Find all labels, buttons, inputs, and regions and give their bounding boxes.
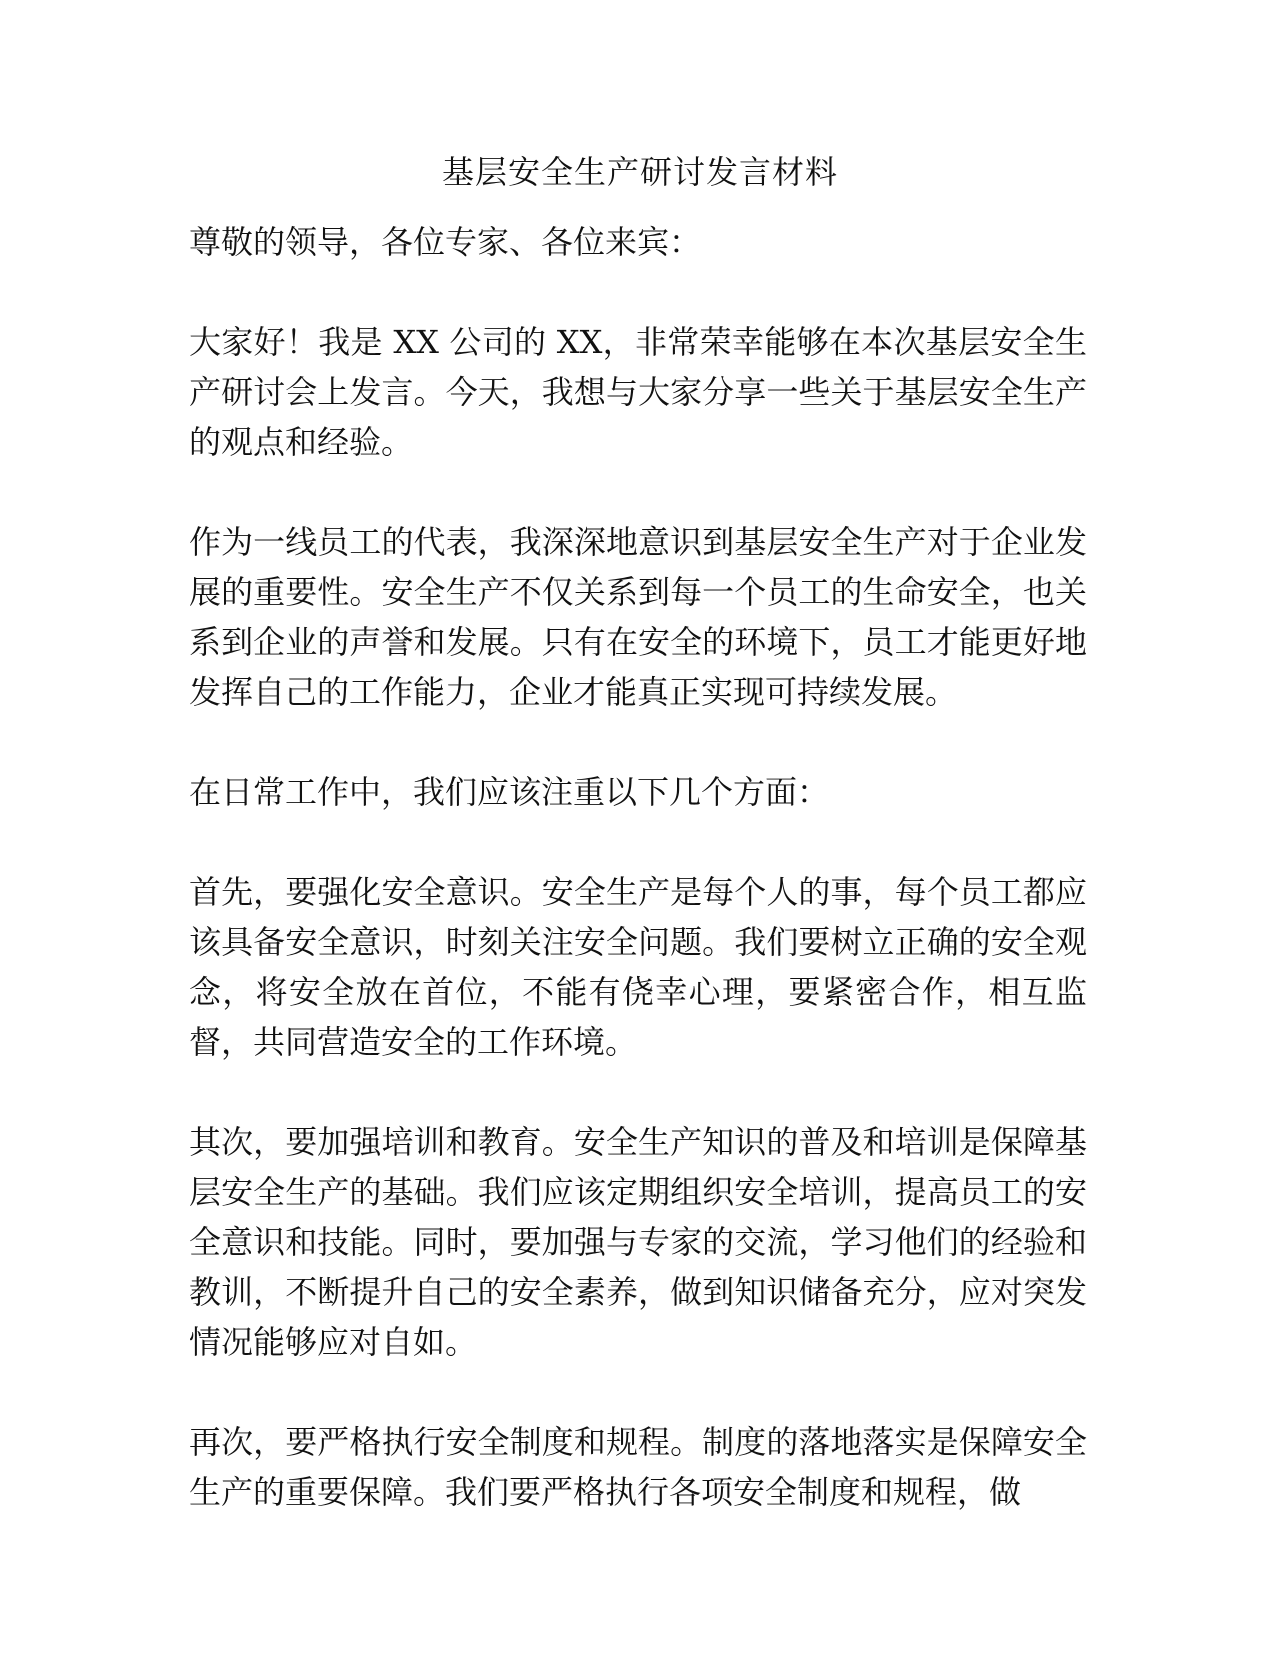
paragraph-first-point: 首先，要强化安全意识。安全生产是每个人的事，每个员工都应该具备安全意识，时刻关注安全问题。我们要树立正确的安全观念，将安全放在首位，不能有侥幸心理，要紧密合作，相互监督，共同营造安全的工作环境。 (189, 873, 1087, 1061)
paragraph-aspects-intro: 在日常工作中，我们应该注重以下几个方面： (189, 773, 830, 811)
paragraph-salutation: 尊敬的领导，各位专家、各位来宾： (189, 223, 702, 261)
paragraph-third-point: 再次，要严格执行安全制度和规程。制度的落地落实是保障安全生产的重要保障。我们要严格执行各项安全制度和规程，做 (189, 1423, 1087, 1511)
document-body (189, 217, 1087, 1517)
paragraph-second-point: 其次，要加强培训和教育。安全生产知识的普及和培训是保障基层安全生产的基础。我们应该定期组织安全培训，提高员工的安全意识和技能。同时，要加强与专家的交流，学习他们的经验和教训，不断提升自己的安全素养，做到知识储备充分，应对突发情况能够应对自如。 (189, 1123, 1087, 1361)
paragraph-importance: 作为一线员工的代表，我深深地意识到基层安全生产对于企业发展的重要性。安全生产不仅关系到每一个员工的生命安全，也关系到企业的声誉和发展。只有在安全的环境下，员工才能更好地发挥自己的工作能力，企业才能真正实现可持续发展。 (189, 523, 1087, 711)
paragraph-greeting: 大家好！我是 XX 公司的 XX，非常荣幸能够在本次基层安全生产研讨会上发言。今天，我想与大家分享一些关于基层安全生产的观点和经验。 (189, 323, 1087, 461)
document-title: 基层安全生产研讨发言材料 (441, 153, 838, 191)
